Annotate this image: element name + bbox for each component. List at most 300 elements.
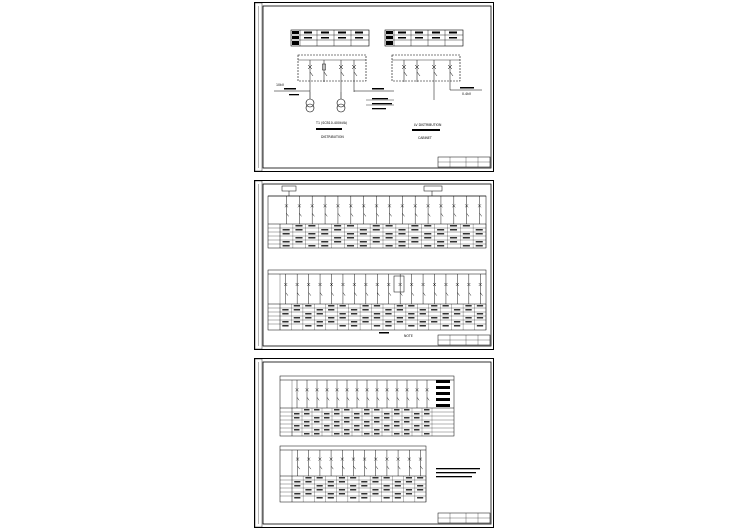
- feeder-symbol: [388, 196, 392, 224]
- schedule-cell-text: [339, 489, 345, 490]
- schedule-cell-text: [395, 493, 401, 494]
- notes-block: [436, 468, 480, 477]
- schedule-cell-text: [411, 241, 418, 242]
- feeder-symbol: [319, 274, 323, 304]
- schedule-cell-text: [304, 421, 310, 422]
- schedule-cell-text: [404, 433, 410, 434]
- schedule-cell-text: [374, 417, 380, 418]
- schedule-cell-text: [465, 305, 471, 306]
- schedule-cell-text: [406, 489, 412, 490]
- feed-right-label: 0.4kV: [462, 92, 472, 96]
- schedule-cell-text: [350, 485, 356, 486]
- schedule-cell-text: [317, 485, 323, 486]
- schedule-cell-text: [373, 229, 380, 230]
- schedule-cell-text: [334, 225, 341, 226]
- schedule-cell-text: [361, 485, 367, 486]
- schedule-cell-text: [362, 309, 368, 310]
- schedule-cell-text: [328, 321, 334, 322]
- schedule-cell-text: [294, 417, 300, 418]
- schedule-cell-text: [372, 489, 378, 490]
- schedule-cell-text: [295, 229, 302, 230]
- schedule-cell-text: [397, 309, 403, 310]
- schedule-cell-text: [317, 309, 323, 310]
- schedule-cell-text: [295, 225, 302, 226]
- schedule-cell-text: [314, 409, 320, 410]
- schedule-cell-text: [424, 409, 430, 410]
- schedule-cell-text: [321, 245, 328, 246]
- schedule-cell-text: [420, 321, 426, 322]
- schedule-cell-text: [417, 485, 423, 486]
- schedule-cell-text: [304, 409, 310, 410]
- schedule-cell-text: [294, 425, 300, 426]
- schedule-cell-text: [340, 317, 346, 318]
- schedule-cell-text: [294, 413, 300, 414]
- feeder-symbol: [385, 450, 389, 476]
- schedule-cell-text: [437, 241, 444, 242]
- schedule-cell-text: [477, 305, 483, 306]
- schedule-cell-text: [384, 497, 390, 498]
- left-panel-mid-label: T1 (SCB10-400kVA): [316, 121, 348, 125]
- schedule-cell-text: [397, 317, 403, 318]
- feeder-symbol: [376, 380, 380, 408]
- schedule-cell-text: [350, 489, 356, 490]
- schedule-cell-text: [294, 429, 300, 430]
- schedule-cell-text: [334, 421, 340, 422]
- title-block: [438, 157, 490, 167]
- feeder-symbol: [397, 450, 401, 476]
- title-block-2: [438, 335, 490, 345]
- schedule-cell-text: [294, 497, 300, 498]
- schedule-cell-text: [347, 225, 354, 226]
- feeder-symbol: [414, 196, 418, 224]
- feeder-symbol: [346, 380, 350, 408]
- schedule-cell-text: [398, 245, 405, 246]
- schedule-cell-text: [334, 433, 340, 434]
- schedule-cell-text: [477, 317, 483, 318]
- schedule-cell-text: [372, 481, 378, 482]
- lower-feeder-group: [284, 274, 482, 304]
- schedule-cell-text: [450, 241, 457, 242]
- schedule-cell-text: [334, 237, 341, 238]
- feeder-symbol: [353, 274, 357, 304]
- feeder-symbol: [408, 450, 412, 476]
- schedule-cell-text: [384, 477, 390, 478]
- schedule-cell-text: [406, 477, 412, 478]
- left-switch-cabinet: [274, 55, 394, 139]
- schedule-cell-text: [324, 425, 330, 426]
- feeder-symbol: [324, 196, 328, 224]
- schedule-cell-text: [385, 313, 391, 314]
- schedule-cell-text: [282, 309, 288, 310]
- schedule-cell-text: [424, 233, 431, 234]
- schedule-cell-text: [295, 237, 302, 238]
- left-header-table: [291, 30, 369, 46]
- feeder-symbol: [307, 274, 311, 304]
- schedule-cell-text: [374, 421, 380, 422]
- feeder-symbol: [396, 380, 400, 408]
- lower-panel-schedule: [268, 270, 486, 330]
- schedule-cell-text: [314, 429, 320, 430]
- sheet3-lower-feeders: [296, 450, 423, 476]
- schedule-cell-text: [294, 317, 300, 318]
- schedule-cell-text: [417, 477, 423, 478]
- schedule-cell-text: [304, 433, 310, 434]
- feeder-symbol: [376, 274, 380, 304]
- schedule-cell-text: [431, 317, 437, 318]
- schedule-cell-text: [414, 417, 420, 418]
- schedule-cell-text: [437, 245, 444, 246]
- schedule-cell-text: [347, 237, 354, 238]
- schedule-cell-text: [328, 309, 334, 310]
- schedule-cell-text: [362, 317, 368, 318]
- schedule-cell-text: [344, 429, 350, 430]
- feeder-symbol: [330, 274, 334, 304]
- single-line-diagram-1: [254, 2, 494, 172]
- schedule-cell-text: [314, 433, 320, 434]
- schedule-cell-text: [354, 425, 360, 426]
- schedule-cell-text: [314, 417, 320, 418]
- schedule-cell-text: [373, 237, 380, 238]
- schedule-cell-text: [321, 229, 328, 230]
- feeder-symbol: [452, 196, 456, 224]
- schedule-cell-text: [394, 413, 400, 414]
- schedule-cell-text: [308, 225, 315, 226]
- schedule-cell-text: [386, 245, 393, 246]
- feeder-symbol: [426, 380, 430, 408]
- feeder-symbol: [296, 450, 300, 476]
- feeder-symbol: [410, 274, 414, 304]
- schedule-cell-text: [351, 321, 357, 322]
- feeder-symbol: [296, 380, 300, 408]
- schedule-cell-text: [394, 409, 400, 410]
- schedule-cell-text: [406, 481, 412, 482]
- schedule-cell-text: [417, 497, 423, 498]
- schedule-cell-text: [305, 489, 311, 490]
- schedule-cell-text: [477, 313, 483, 314]
- schedule-cell-text: [360, 233, 367, 234]
- schedule-cell-text: [386, 233, 393, 234]
- schedule-cell-text: [384, 485, 390, 486]
- schedule-cell-text: [328, 485, 334, 486]
- feeder-symbol: [356, 380, 360, 408]
- schedule-cell-text: [424, 225, 431, 226]
- schedule-cell-text: [431, 305, 437, 306]
- schedule-cell-text: [364, 425, 370, 426]
- right-switch-cabinet: [392, 55, 482, 140]
- schedule-cell-text: [384, 425, 390, 426]
- schedule-cell-text: [443, 313, 449, 314]
- schedule-cell-text: [395, 481, 401, 482]
- schedule-cell-text: [304, 425, 310, 426]
- schedule-cell-text: [350, 497, 356, 498]
- schedule-cell-text: [294, 485, 300, 486]
- schedule-cell-text: [372, 493, 378, 494]
- feeder-symbol: [330, 450, 334, 476]
- schedule-cell-text: [374, 317, 380, 318]
- schedule-cell-text: [324, 429, 330, 430]
- schedule-cell-text: [374, 433, 380, 434]
- schedule-cell-text: [374, 305, 380, 306]
- schedule-cell-text: [463, 245, 470, 246]
- schedule-cell-text: [408, 305, 414, 306]
- schedule-cell-text: [463, 233, 470, 234]
- feeder-symbol: [363, 450, 367, 476]
- schedule-cell-text: [374, 429, 380, 430]
- schedule-cell-text: [384, 413, 390, 414]
- schedule-cell-text: [282, 313, 288, 314]
- schedule-cell-text: [404, 421, 410, 422]
- schedule-cell-text: [304, 413, 310, 414]
- schedule-cell-text: [431, 321, 437, 322]
- feeder-symbol: [433, 274, 437, 304]
- schedule-cell-text: [362, 305, 368, 306]
- schedule-cell-text: [437, 229, 444, 230]
- feeder-symbol: [374, 450, 378, 476]
- schedule-cell-text: [317, 489, 323, 490]
- schedule-cell-text: [476, 241, 483, 242]
- schedule-cell-text: [404, 429, 410, 430]
- schedule-cell-text: [317, 497, 323, 498]
- schedule-cell-text: [411, 229, 418, 230]
- feeder-symbol: [296, 274, 300, 304]
- schedule-cell-text: [305, 305, 311, 306]
- feeder-symbol: [341, 450, 345, 476]
- schedule-cell-text: [364, 421, 370, 422]
- title-block-3: [438, 513, 490, 523]
- schedule-cell-text: [424, 245, 431, 246]
- feeder-symbol: [427, 196, 431, 224]
- schedule-cell-text: [308, 237, 315, 238]
- schedule-cell-text: [317, 477, 323, 478]
- schedule-cell-text: [424, 433, 430, 434]
- schedule-cell-text: [362, 321, 368, 322]
- right-panel-sub-label: CABINET: [418, 136, 432, 140]
- schedule-cell-text: [406, 493, 412, 494]
- feeder-symbol: [406, 380, 410, 408]
- left-panel-bottom-label: DISTRIBUTION: [321, 135, 344, 139]
- schedule-cell-text: [397, 305, 403, 306]
- schedule-cell-text: [394, 425, 400, 426]
- schedule-cell-text: [339, 493, 345, 494]
- feeder-schedule-diagram: [254, 358, 494, 528]
- schedule-cell-text: [476, 233, 483, 234]
- schedule-cell-text: [431, 309, 437, 310]
- schedule-cell-text: [328, 481, 334, 482]
- sheet3-upper-panel: [280, 376, 454, 436]
- schedule-cell-text: [394, 421, 400, 422]
- schedule-cell-text: [283, 229, 290, 230]
- right-panel-bottom-label: LV DISTRIBUTION: [414, 123, 442, 127]
- feeder-symbol: [422, 274, 426, 304]
- schedule-cell-text: [477, 325, 483, 326]
- schedule-cell-text: [374, 409, 380, 410]
- feeder-symbol: [307, 450, 311, 476]
- schedule-cell-text: [450, 229, 457, 230]
- schedule-cell-text: [351, 309, 357, 310]
- schedule-cell-text: [394, 433, 400, 434]
- schedule-cell-text: [454, 313, 460, 314]
- schedule-cell-text: [364, 433, 370, 434]
- right-header-table: [385, 30, 463, 46]
- schedule-cell-text: [347, 233, 354, 234]
- schedule-cell-text: [308, 233, 315, 234]
- feeder-symbol: [444, 274, 448, 304]
- schedule-cell-text: [417, 489, 423, 490]
- feeder-symbol: [465, 196, 469, 224]
- schedule-cell-text: [454, 309, 460, 310]
- schedule-cell-text: [443, 317, 449, 318]
- schedule-cell-text: [424, 413, 430, 414]
- schedule-cell-text: [294, 321, 300, 322]
- schedule-cell-text: [339, 477, 345, 478]
- transformer-icon: [306, 92, 345, 112]
- feeder-symbol: [318, 450, 322, 476]
- schedule-cell-text: [354, 413, 360, 414]
- schedule-cell-text: [294, 309, 300, 310]
- schedule-cell-text: [282, 325, 288, 326]
- schedule-cell-text: [344, 417, 350, 418]
- schedule-cell-text: [411, 225, 418, 226]
- schedule-cell-text: [437, 233, 444, 234]
- schedule-cell-text: [361, 493, 367, 494]
- schedule-cell-text: [465, 321, 471, 322]
- upper-panel-schedule: [268, 191, 486, 248]
- feeder-symbol: [336, 196, 340, 224]
- schedule-cell-text: [384, 417, 390, 418]
- schedule-cell-text: [463, 237, 470, 238]
- schedule-cell-text: [414, 425, 420, 426]
- schedule-cell-text: [347, 245, 354, 246]
- feeder-symbol: [316, 380, 320, 408]
- schedule-cell-text: [398, 229, 405, 230]
- schedule-cell-text: [305, 317, 311, 318]
- schedule-cell-text: [454, 321, 460, 322]
- feeder-symbol: [399, 274, 403, 304]
- feeder-symbol: [416, 380, 420, 408]
- schedule-cell-text: [404, 409, 410, 410]
- schedule-cell-text: [373, 225, 380, 226]
- schedule-cell-text: [344, 409, 350, 410]
- schedule-cell-text: [339, 481, 345, 482]
- schedule-cell-text: [317, 325, 323, 326]
- schedule-cell-text: [328, 317, 334, 318]
- schedule-cell-text: [294, 481, 300, 482]
- schedule-cell-text: [386, 237, 393, 238]
- schedule-cell-text: [374, 325, 380, 326]
- feeder-symbol: [336, 380, 340, 408]
- schedule-cell-text: [328, 305, 334, 306]
- schedule-cell-text: [360, 229, 367, 230]
- drawing-sheet-2: [254, 180, 494, 350]
- schedule-cell-text: [361, 497, 367, 498]
- schedule-cell-text: [443, 305, 449, 306]
- feeder-symbol: [419, 450, 423, 476]
- schedule-cell-text: [324, 417, 330, 418]
- schedule-cell-text: [354, 417, 360, 418]
- schedule-cell-text: [351, 313, 357, 314]
- feeder-symbol: [352, 450, 356, 476]
- feeder-symbol: [479, 274, 483, 304]
- schedule-cell-text: [361, 481, 367, 482]
- schedule-cell-text: [340, 325, 346, 326]
- schedule-cell-text: [463, 225, 470, 226]
- upper-feeder-group: [285, 196, 482, 224]
- schedule-cell-text: [354, 429, 360, 430]
- feeder-symbol: [401, 196, 405, 224]
- schedule-cell-text: [373, 241, 380, 242]
- schedule-cell-text: [305, 325, 311, 326]
- schedule-cell-text: [321, 241, 328, 242]
- feeder-symbol: [456, 274, 460, 304]
- schedule-cell-text: [385, 321, 391, 322]
- schedule-cell-text: [443, 325, 449, 326]
- schedule-cell-text: [334, 425, 340, 426]
- schedule-cell-text: [385, 325, 391, 326]
- feeder-symbol: [285, 196, 289, 224]
- schedule-cell-text: [321, 233, 328, 234]
- schedule-cell-text: [360, 241, 367, 242]
- schedule-cell-text: [334, 409, 340, 410]
- schedule-cell-text: [398, 241, 405, 242]
- schedule-cell-text: [408, 313, 414, 314]
- schedule-cell-text: [317, 313, 323, 314]
- schedule-cell-text: [384, 429, 390, 430]
- sheet3-lower-panel: [280, 446, 426, 502]
- feeder-symbol: [375, 196, 379, 224]
- drawing-sheet-3: [254, 358, 494, 528]
- schedule-cell-text: [414, 429, 420, 430]
- feeder-symbol: [284, 274, 288, 304]
- feeder-symbol: [311, 196, 315, 224]
- schedule-cell-text: [424, 237, 431, 238]
- schedule-cell-text: [350, 477, 356, 478]
- schedule-cell-text: [397, 321, 403, 322]
- schedule-cell-text: [408, 317, 414, 318]
- schedule-cell-text: [334, 413, 340, 414]
- feeder-symbol: [366, 380, 370, 408]
- schedule-cell-text: [283, 241, 290, 242]
- distribution-schedule-diagram: [254, 180, 494, 350]
- schedule-cell-text: [364, 413, 370, 414]
- feeder-symbol: [439, 196, 443, 224]
- schedule-cell-text: [294, 305, 300, 306]
- schedule-cell-text: [476, 229, 483, 230]
- feeder-symbol: [362, 196, 366, 224]
- schedule-cell-text: [450, 237, 457, 238]
- feeder-symbol: [478, 196, 482, 224]
- schedule-cell-text: [305, 313, 311, 314]
- schedule-cell-text: [476, 245, 483, 246]
- feeder-symbol: [349, 196, 353, 224]
- schedule-cell-text: [408, 325, 414, 326]
- schedule-cell-text: [344, 433, 350, 434]
- schedule-cell-text: [283, 245, 290, 246]
- schedule-cell-text: [305, 477, 311, 478]
- drawing-sheet-1: [254, 2, 494, 172]
- schedule-cell-text: [411, 237, 418, 238]
- schedule-cell-text: [465, 317, 471, 318]
- feeder-symbol: [364, 274, 368, 304]
- schedule-cell-text: [404, 417, 410, 418]
- schedule-cell-text: [351, 325, 357, 326]
- schedule-cell-text: [424, 421, 430, 422]
- schedule-cell-text: [395, 497, 401, 498]
- schedule-cell-text: [328, 493, 334, 494]
- schedule-cell-text: [294, 493, 300, 494]
- schedule-cell-text: [364, 409, 370, 410]
- feeder-symbol: [306, 380, 310, 408]
- schedule-cell-text: [360, 245, 367, 246]
